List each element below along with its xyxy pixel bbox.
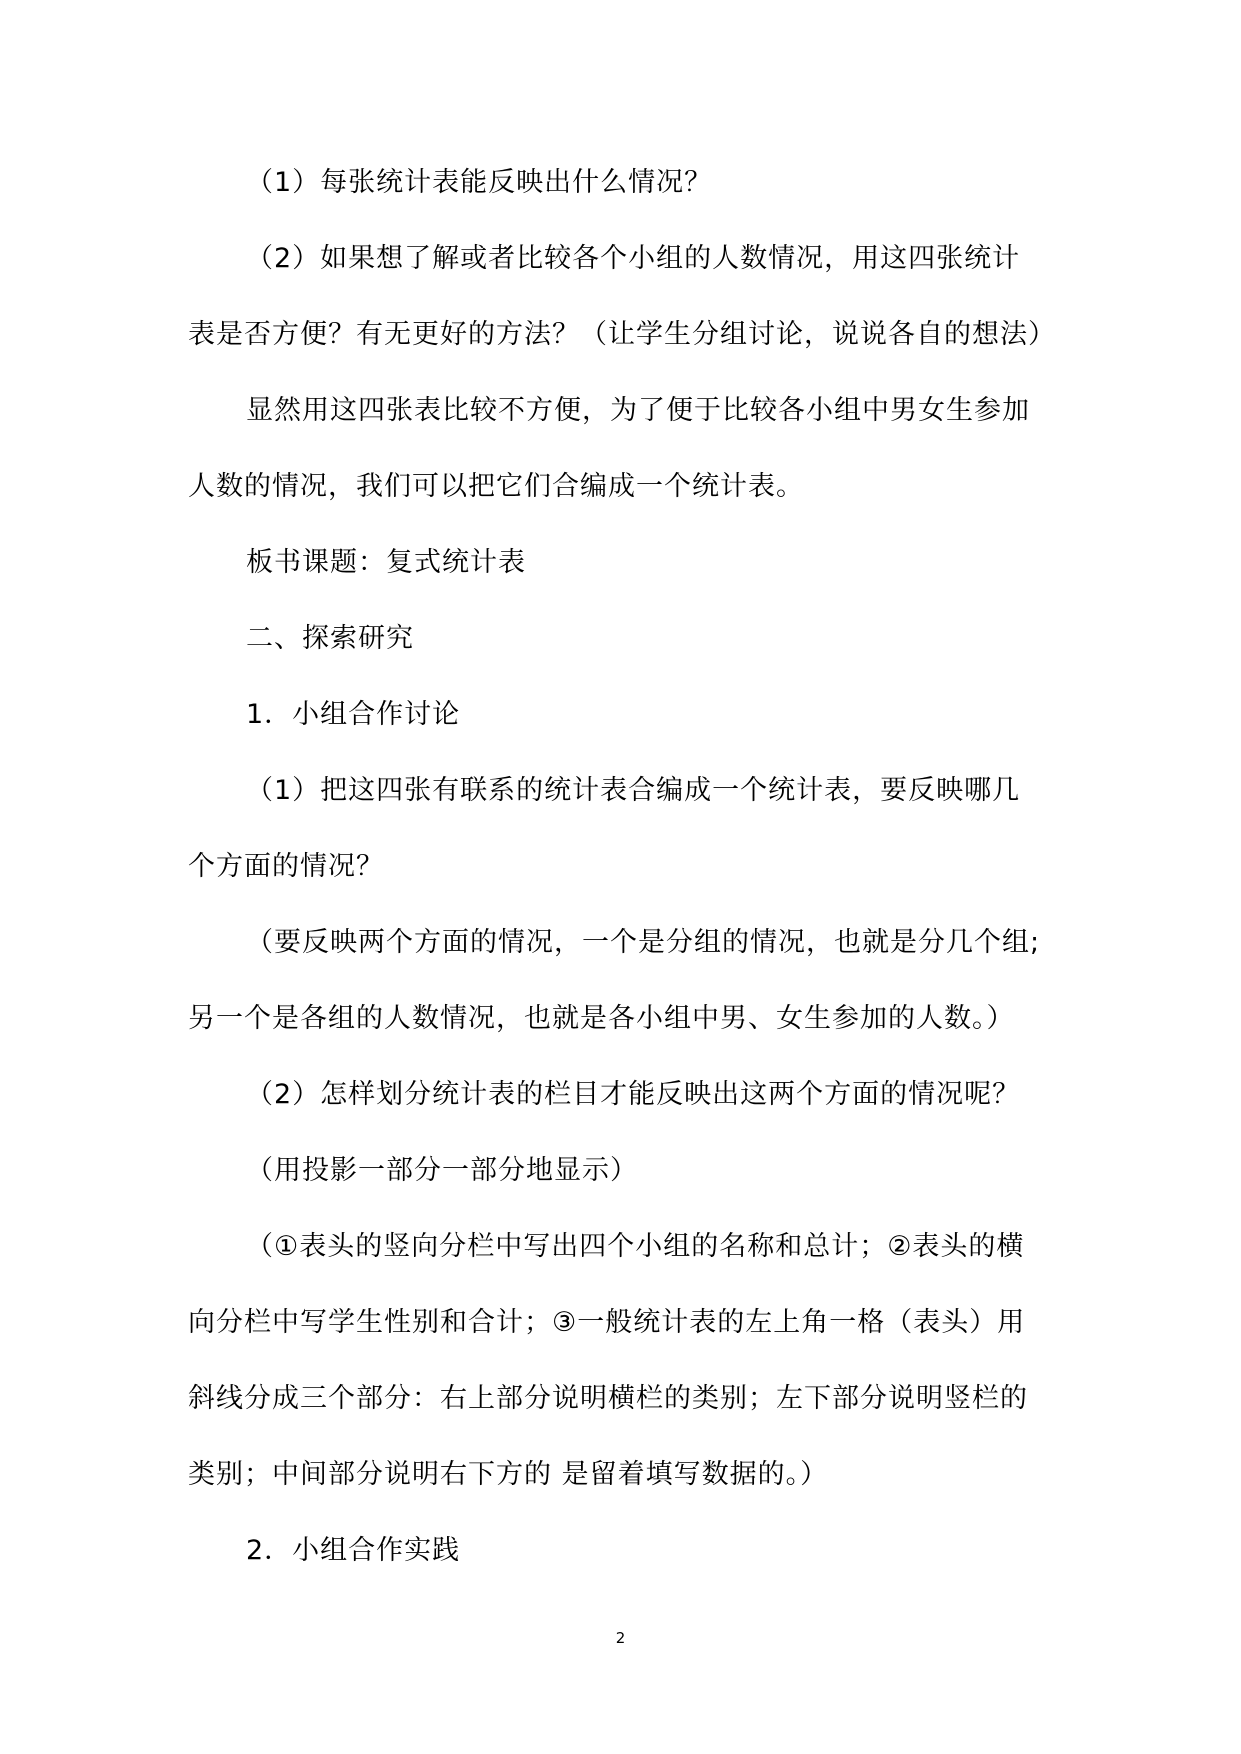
paragraph-answer-2-line-2: 向分栏中写学生性别和合计；③一般统计表的左上角一格（表头）用 bbox=[188, 1307, 1026, 1338]
paragraph-answer-1: （要反映两个方面的情况，一个是分组的情况，也就是分几个组; bbox=[246, 927, 1041, 958]
subsection-heading-discussion: 1．小组合作讨论 bbox=[246, 699, 461, 730]
paragraph-question-1: （1）每张统计表能反映出什么情况？ bbox=[246, 167, 713, 198]
page-number: 2 bbox=[615, 1629, 626, 1647]
paragraph-discussion-1: （1）把这四张有联系的统计表合编成一个统计表，要反映哪几 bbox=[246, 775, 1021, 806]
paragraph-answer-1-continued: 另一个是各组的人数情况，也就是各小组中男、女生参加的人数。） bbox=[188, 1003, 1015, 1034]
paragraph-answer-2-line-4: 类别；中间部分说明右下方的 是留着填写数据的。） bbox=[188, 1459, 829, 1490]
paragraph-projection-note: （用投影一部分一部分地显示） bbox=[246, 1155, 638, 1186]
paragraph-conclusion: 显然用这四张表比较不方便，为了便于比较各小组中男女生参加 bbox=[246, 395, 1030, 426]
section-heading-explore: 二、探索研究 bbox=[246, 623, 414, 654]
paragraph-question-2-continued: 表是否方便？有无更好的方法？（让学生分组讨论，说说各自的想法） bbox=[188, 319, 1056, 350]
paragraph-question-2: （2）如果想了解或者比较各个小组的人数情况，用这四张统计 bbox=[246, 243, 1021, 274]
paragraph-answer-2: （①表头的竖向分栏中写出四个小组的名称和总计；②表头的横 bbox=[246, 1231, 1025, 1262]
subsection-heading-practice: 2．小组合作实践 bbox=[246, 1535, 461, 1566]
paragraph-board-title: 板书课题：复式统计表 bbox=[246, 547, 526, 578]
document-body bbox=[188, 145, 1058, 1589]
paragraph-answer-2-line-3: 斜线分成三个部分：右上部分说明横栏的类别；左下部分说明竖栏的 bbox=[188, 1383, 1028, 1414]
paragraph-conclusion-continued: 人数的情况，我们可以把它们合编成一个统计表。 bbox=[188, 471, 804, 502]
paragraph-discussion-2: （2）怎样划分统计表的栏目才能反映出这两个方面的情况呢？ bbox=[246, 1079, 1021, 1110]
paragraph-discussion-1-continued: 个方面的情况？ bbox=[188, 851, 384, 882]
